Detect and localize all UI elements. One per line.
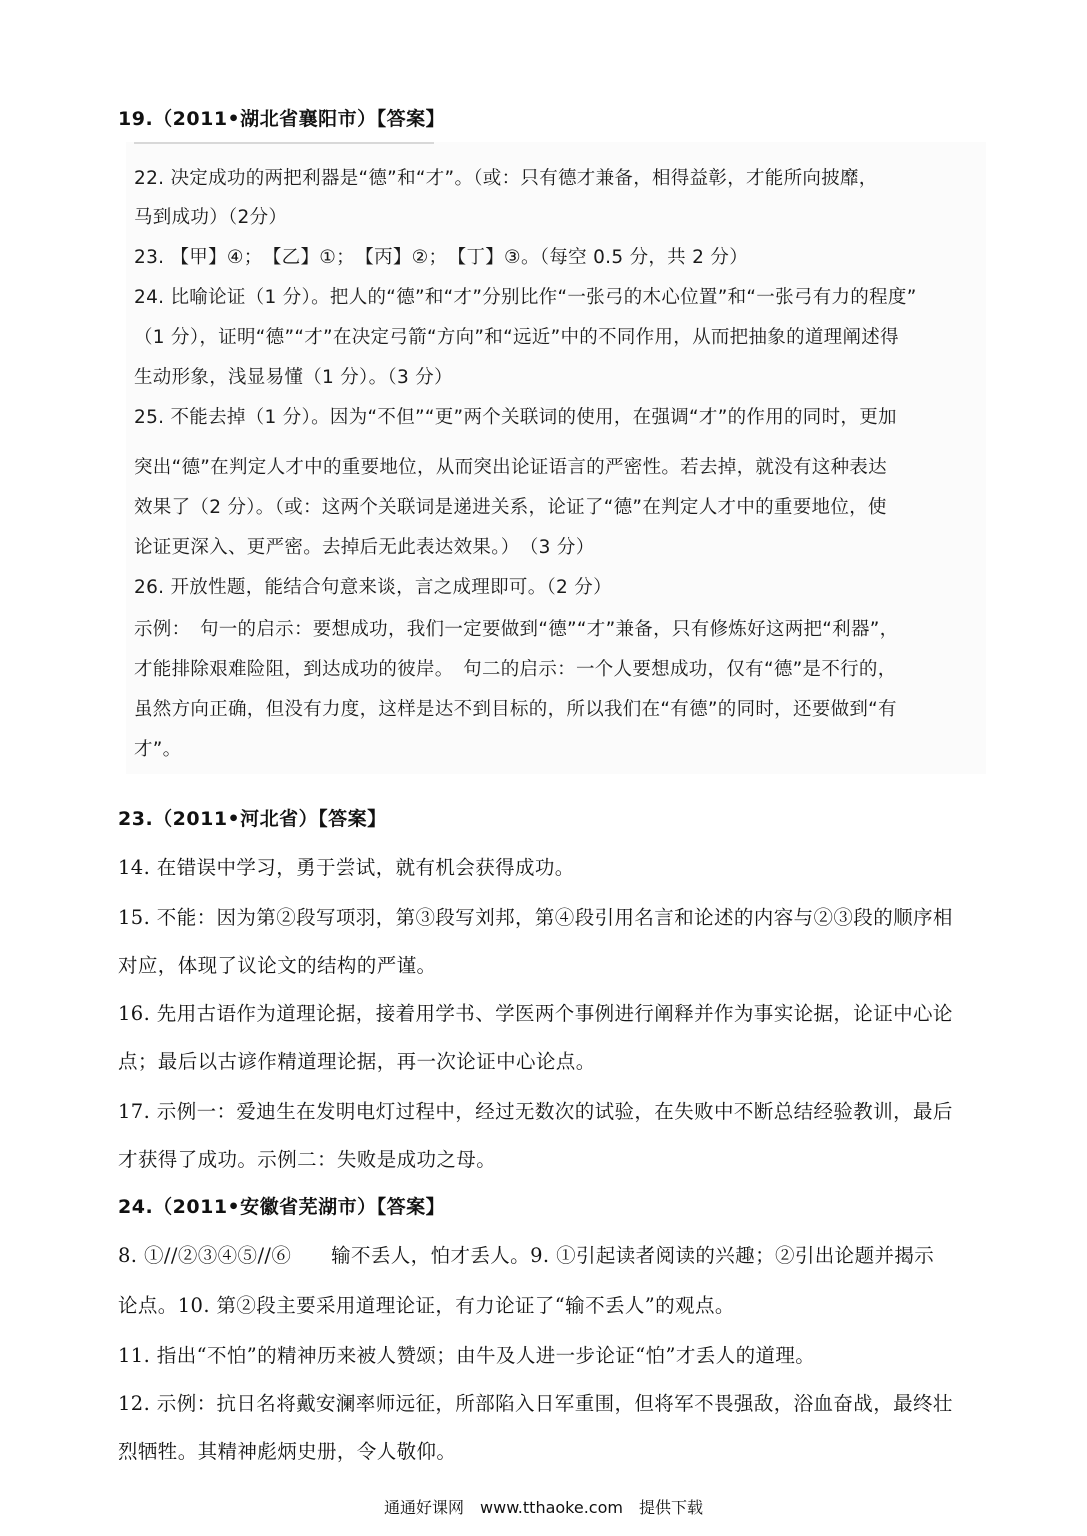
scanned-line: 生动形象，浅显易懂（1 分）。（3 分）: [134, 367, 453, 388]
scanned-line: 才能排除艰难险阻，到达成功的彼岸。 句二的启示：一个人要想成功，仅有“德”是不行的，: [134, 659, 897, 680]
scanned-line: （1 分），证明“德”“才”在决定弓箭“方向”和“远近”中的不同作用，从而把抽象的道理阐述得: [134, 327, 899, 348]
section-heading-hebei: 23.（2011•河北省）【答案】: [118, 808, 387, 830]
scanned-line: 25. 不能去掉（1 分）。因为“不但”“更”两个关联词的使用，在强调“才”的作用的同时，更加: [134, 407, 897, 428]
scanned-line: 23. 【甲】④； 【乙】①； 【丙】②； 【丁】③。（每空 0.5 分，共 2 分）: [134, 247, 749, 268]
answer-line: 16. 先用古语作为道理论据，接着用学书、学医两个事例进行阐释并作为事实论据，论证中心论: [118, 1002, 953, 1025]
answer-line: 11. 指出“不怕”的精神历来被人赞颂；由牛及人进一步论证“怕”才丢人的道理。: [118, 1344, 816, 1367]
scanned-line: 22. 决定成功的两把利器是“德”和“才”。（或：只有德才兼备，相得益彰，才能所向披靡，: [134, 168, 878, 189]
section-heading-xiangyang: 19.（2011•湖北省襄阳市）【答案】: [118, 108, 446, 130]
answer-line: 17. 示例一：爱迪生在发明电灯过程中，经过无数次的试验，在失败中不断总结经验教训，最后: [118, 1100, 953, 1123]
answer-line: 14. 在错误中学习，勇于尝试，就有机会获得成功。: [118, 856, 575, 879]
scanned-answer-image: [126, 142, 986, 774]
answer-line: 论点。10. 第②段主要采用道理论证，有力论证了“输不丢人”的观点。: [118, 1294, 735, 1317]
answer-line: 对应，体现了议论文的结构的严谨。: [118, 954, 437, 977]
scanned-line: 效果了（2 分）。（或：这两个关联词是递进关系，论证了“德”在判定人才中的重要地位，使: [134, 497, 887, 518]
scanned-line: 24. 比喻论证（1 分）。把人的“德”和“才”分别比作“一张弓的木心位置”和“一张弓有力的程度”: [134, 287, 917, 308]
section-heading-wuhu: 24.（2011•安徽省芜湖市）【答案】: [118, 1196, 446, 1218]
scanned-line: 马到成功）（2分）: [134, 207, 288, 228]
scanned-line: 才”。: [134, 739, 182, 760]
answer-line: 8. ①//②③④⑤//⑥ 输不丢人，怕才丢人。9. ①引起读者阅读的兴趣；②引出论题并揭示: [118, 1244, 935, 1267]
answer-line: 烈牺牲。其精神彪炳史册，令人敬仰。: [118, 1440, 457, 1463]
answer-line: 12. 示例：抗日名将戴安澜率师远征，所部陷入日军重围，但将军不畏强敌，浴血奋战，最终壮: [118, 1392, 953, 1415]
answer-line: 点；最后以古谚作精道理论据，再一次论证中心论点。: [118, 1050, 596, 1073]
scanned-line: 26. 开放性题，能结合句意来谈，言之成理即可。（2 分）: [134, 577, 612, 598]
scanned-line: 论证更深入、更严密。去掉后无此表达效果。） （3 分）: [134, 537, 595, 558]
scan-edge-rule: [134, 142, 434, 144]
scanned-line: 示例： 句一的启示：要想成功，我们一定要做到“德”“才”兼备，只有修炼好这两把“利器”，: [134, 619, 899, 640]
page-footer: 通通好课网 www.tthaoke.com 提供下载: [384, 1498, 703, 1517]
answer-line: 才获得了成功。示例二：失败是成功之母。: [118, 1148, 497, 1171]
scanned-line: 虽然方向正确，但没有力度，这样是达不到目标的，所以我们在“有德”的同时，还要做到“有: [134, 699, 897, 720]
scanned-line: 突出“德”在判定人才中的重要地位，从而突出论证语言的严密性。若去掉，就没有这种表达: [134, 457, 887, 478]
answer-line: 15. 不能：因为第②段写项羽，第③段写刘邦，第④段引用名言和论述的内容与②③段的顺序相: [118, 906, 953, 929]
